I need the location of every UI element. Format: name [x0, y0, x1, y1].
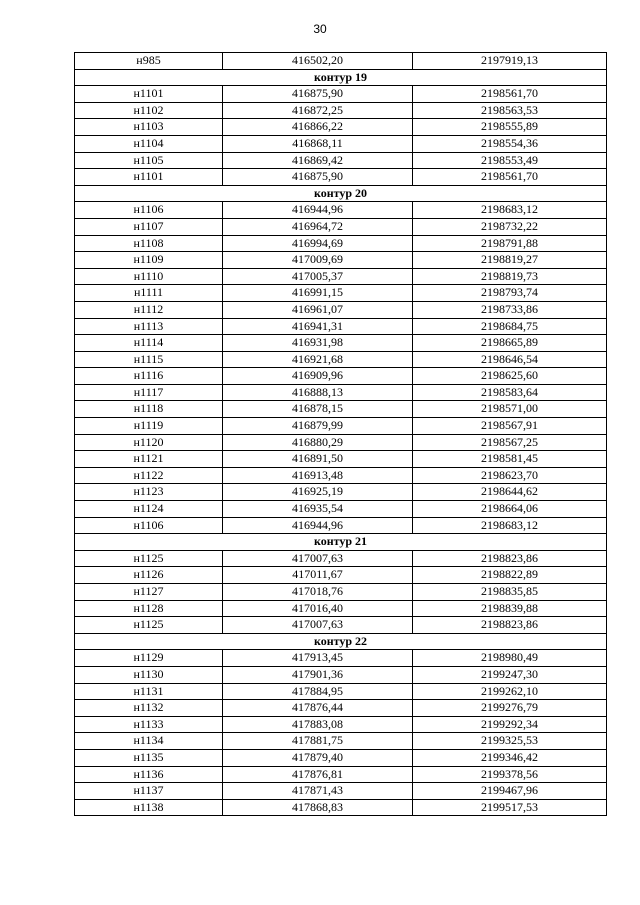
x-coordinate-cell: 417883,08 — [223, 716, 413, 733]
x-coordinate-cell: 416991,15 — [223, 285, 413, 302]
point-name-cell: н1117 — [75, 384, 223, 401]
point-name-cell: н1122 — [75, 467, 223, 484]
table-row — [75, 666, 607, 683]
point-name-cell: н1130 — [75, 666, 223, 683]
x-coordinate-cell: 416502,20 — [223, 53, 413, 70]
table-row — [75, 783, 607, 800]
table-row — [75, 617, 607, 634]
x-coordinate-cell: 416931,98 — [223, 335, 413, 352]
y-coordinate-cell: 2198554,36 — [413, 135, 607, 152]
point-name-cell: н1138 — [75, 799, 223, 816]
contour-header-row — [75, 69, 607, 86]
x-coordinate-cell: 417884,95 — [223, 683, 413, 700]
x-coordinate-cell: 417876,44 — [223, 700, 413, 717]
x-coordinate-cell: 417871,43 — [223, 783, 413, 800]
y-coordinate-cell: 2198563,53 — [413, 102, 607, 119]
y-coordinate-cell: 2197919,13 — [413, 53, 607, 70]
y-coordinate-cell: 2199325,53 — [413, 733, 607, 750]
point-name-cell: н1107 — [75, 218, 223, 235]
y-coordinate-cell: 2198623,70 — [413, 467, 607, 484]
y-coordinate-cell: 2198644,62 — [413, 484, 607, 501]
y-coordinate-cell: 2198553,49 — [413, 152, 607, 169]
x-coordinate-cell: 416875,90 — [223, 86, 413, 103]
x-coordinate-cell: 416935,54 — [223, 501, 413, 518]
y-coordinate-cell: 2199346,42 — [413, 749, 607, 766]
point-name-cell: н1106 — [75, 202, 223, 219]
table-row — [75, 384, 607, 401]
x-coordinate-cell: 417009,69 — [223, 252, 413, 269]
y-coordinate-cell: 2198823,86 — [413, 617, 607, 634]
y-coordinate-cell: 2198561,70 — [413, 169, 607, 186]
y-coordinate-cell: 2198664,06 — [413, 501, 607, 518]
x-coordinate-cell: 417913,45 — [223, 650, 413, 667]
table-row — [75, 484, 607, 501]
table-row — [75, 285, 607, 302]
x-coordinate-cell: 416941,31 — [223, 318, 413, 335]
contour-title: контур 20 — [75, 185, 607, 202]
x-coordinate-cell: 417005,37 — [223, 268, 413, 285]
point-name-cell: н1127 — [75, 584, 223, 601]
point-name-cell: н1121 — [75, 451, 223, 468]
y-coordinate-cell: 2199378,56 — [413, 766, 607, 783]
contour-title: контур 19 — [75, 69, 607, 86]
table-row — [75, 766, 607, 783]
table-row — [75, 733, 607, 750]
x-coordinate-cell: 416921,68 — [223, 351, 413, 368]
y-coordinate-cell: 2199262,10 — [413, 683, 607, 700]
point-name-cell: н1126 — [75, 567, 223, 584]
table-row — [75, 434, 607, 451]
x-coordinate-cell: 416909,96 — [223, 368, 413, 385]
table-row — [75, 418, 607, 435]
x-coordinate-cell: 416875,90 — [223, 169, 413, 186]
x-coordinate-cell: 417868,83 — [223, 799, 413, 816]
point-name-cell: н1104 — [75, 135, 223, 152]
table-row — [75, 401, 607, 418]
y-coordinate-cell: 2199292,34 — [413, 716, 607, 733]
point-name-cell: н1133 — [75, 716, 223, 733]
y-coordinate-cell: 2198980,49 — [413, 650, 607, 667]
x-coordinate-cell: 417018,76 — [223, 584, 413, 601]
y-coordinate-cell: 2198555,89 — [413, 119, 607, 136]
table-row — [75, 202, 607, 219]
y-coordinate-cell: 2198567,25 — [413, 434, 607, 451]
y-coordinate-cell: 2198835,85 — [413, 584, 607, 601]
point-name-cell: н1132 — [75, 700, 223, 717]
table-row — [75, 252, 607, 269]
y-coordinate-cell: 2198839,88 — [413, 600, 607, 617]
x-coordinate-cell: 416866,22 — [223, 119, 413, 136]
table-row — [75, 368, 607, 385]
y-coordinate-cell: 2198732,22 — [413, 218, 607, 235]
y-coordinate-cell: 2199276,79 — [413, 700, 607, 717]
table-row — [75, 235, 607, 252]
coordinates-table-body — [75, 53, 607, 816]
x-coordinate-cell: 417007,63 — [223, 617, 413, 634]
table-row — [75, 799, 607, 816]
point-name-cell: н1120 — [75, 434, 223, 451]
y-coordinate-cell: 2198561,70 — [413, 86, 607, 103]
point-name-cell: н1111 — [75, 285, 223, 302]
point-name-cell: н1108 — [75, 235, 223, 252]
table-row — [75, 86, 607, 103]
table-row — [75, 501, 607, 518]
point-name-cell: н1106 — [75, 517, 223, 534]
y-coordinate-cell: 2198625,60 — [413, 368, 607, 385]
y-coordinate-cell: 2198683,12 — [413, 202, 607, 219]
point-name-cell: н1103 — [75, 119, 223, 136]
table-row — [75, 550, 607, 567]
y-coordinate-cell: 2198684,75 — [413, 318, 607, 335]
x-coordinate-cell: 416964,72 — [223, 218, 413, 235]
x-coordinate-cell: 416913,48 — [223, 467, 413, 484]
x-coordinate-cell: 416880,29 — [223, 434, 413, 451]
x-coordinate-cell: 416925,19 — [223, 484, 413, 501]
table-row — [75, 218, 607, 235]
y-coordinate-cell: 2198819,27 — [413, 252, 607, 269]
contour-title: контур 22 — [75, 633, 607, 650]
point-name-cell: н1101 — [75, 169, 223, 186]
x-coordinate-cell: 416879,99 — [223, 418, 413, 435]
table-row — [75, 135, 607, 152]
point-name-cell: н1116 — [75, 368, 223, 385]
point-name-cell: н1124 — [75, 501, 223, 518]
point-name-cell: н1114 — [75, 335, 223, 352]
y-coordinate-cell: 2198567,91 — [413, 418, 607, 435]
point-name-cell: н1118 — [75, 401, 223, 418]
x-coordinate-cell: 417876,81 — [223, 766, 413, 783]
table-row — [75, 683, 607, 700]
table-row — [75, 301, 607, 318]
table-row — [75, 650, 607, 667]
y-coordinate-cell: 2198571,00 — [413, 401, 607, 418]
y-coordinate-cell: 2198583,64 — [413, 384, 607, 401]
point-name-cell: н1115 — [75, 351, 223, 368]
table-row — [75, 351, 607, 368]
point-name-cell: н1135 — [75, 749, 223, 766]
table-row — [75, 152, 607, 169]
y-coordinate-cell: 2198793,74 — [413, 285, 607, 302]
coordinates-table — [74, 52, 607, 816]
point-name-cell: н1110 — [75, 268, 223, 285]
x-coordinate-cell: 416944,96 — [223, 202, 413, 219]
x-coordinate-cell: 416961,07 — [223, 301, 413, 318]
x-coordinate-cell: 417881,75 — [223, 733, 413, 750]
table-row — [75, 451, 607, 468]
table-row — [75, 169, 607, 186]
point-name-cell: н1125 — [75, 550, 223, 567]
point-name-cell: н985 — [75, 53, 223, 70]
x-coordinate-cell: 416888,13 — [223, 384, 413, 401]
y-coordinate-cell: 2198683,12 — [413, 517, 607, 534]
y-coordinate-cell: 2199517,53 — [413, 799, 607, 816]
x-coordinate-cell: 417007,63 — [223, 550, 413, 567]
y-coordinate-cell: 2198581,45 — [413, 451, 607, 468]
table-row — [75, 700, 607, 717]
x-coordinate-cell: 416868,11 — [223, 135, 413, 152]
y-coordinate-cell: 2199247,30 — [413, 666, 607, 683]
x-coordinate-cell: 416878,15 — [223, 401, 413, 418]
table-row — [75, 268, 607, 285]
table-row — [75, 600, 607, 617]
table-row — [75, 335, 607, 352]
x-coordinate-cell: 416891,50 — [223, 451, 413, 468]
contour-header-row — [75, 633, 607, 650]
y-coordinate-cell: 2198823,86 — [413, 550, 607, 567]
table-row — [75, 53, 607, 70]
y-coordinate-cell: 2198665,89 — [413, 335, 607, 352]
y-coordinate-cell: 2199467,96 — [413, 783, 607, 800]
y-coordinate-cell: 2198791,88 — [413, 235, 607, 252]
page-number: 30 — [313, 22, 327, 36]
point-name-cell: н1101 — [75, 86, 223, 103]
table-row — [75, 749, 607, 766]
table-row — [75, 584, 607, 601]
contour-header-row — [75, 534, 607, 551]
table-row — [75, 318, 607, 335]
x-coordinate-cell: 417016,40 — [223, 600, 413, 617]
table-row — [75, 119, 607, 136]
point-name-cell: н1137 — [75, 783, 223, 800]
point-name-cell: н1113 — [75, 318, 223, 335]
x-coordinate-cell: 417011,67 — [223, 567, 413, 584]
point-name-cell: н1119 — [75, 418, 223, 435]
y-coordinate-cell: 2198733,86 — [413, 301, 607, 318]
point-name-cell: н1125 — [75, 617, 223, 634]
x-coordinate-cell: 417901,36 — [223, 666, 413, 683]
point-name-cell: н1131 — [75, 683, 223, 700]
point-name-cell: н1129 — [75, 650, 223, 667]
table-row — [75, 716, 607, 733]
contour-title: контур 21 — [75, 534, 607, 551]
table-row — [75, 517, 607, 534]
x-coordinate-cell: 416872,25 — [223, 102, 413, 119]
point-name-cell: н1105 — [75, 152, 223, 169]
point-name-cell: н1112 — [75, 301, 223, 318]
point-name-cell: н1123 — [75, 484, 223, 501]
point-name-cell: н1128 — [75, 600, 223, 617]
x-coordinate-cell: 416944,96 — [223, 517, 413, 534]
y-coordinate-cell: 2198646,54 — [413, 351, 607, 368]
point-name-cell: н1134 — [75, 733, 223, 750]
y-coordinate-cell: 2198822,89 — [413, 567, 607, 584]
x-coordinate-cell: 416994,69 — [223, 235, 413, 252]
point-name-cell: н1102 — [75, 102, 223, 119]
x-coordinate-cell: 417879,40 — [223, 749, 413, 766]
table-row — [75, 567, 607, 584]
point-name-cell: н1109 — [75, 252, 223, 269]
point-name-cell: н1136 — [75, 766, 223, 783]
x-coordinate-cell: 416869,42 — [223, 152, 413, 169]
contour-header-row — [75, 185, 607, 202]
table-row — [75, 102, 607, 119]
y-coordinate-cell: 2198819,73 — [413, 268, 607, 285]
table-row — [75, 467, 607, 484]
